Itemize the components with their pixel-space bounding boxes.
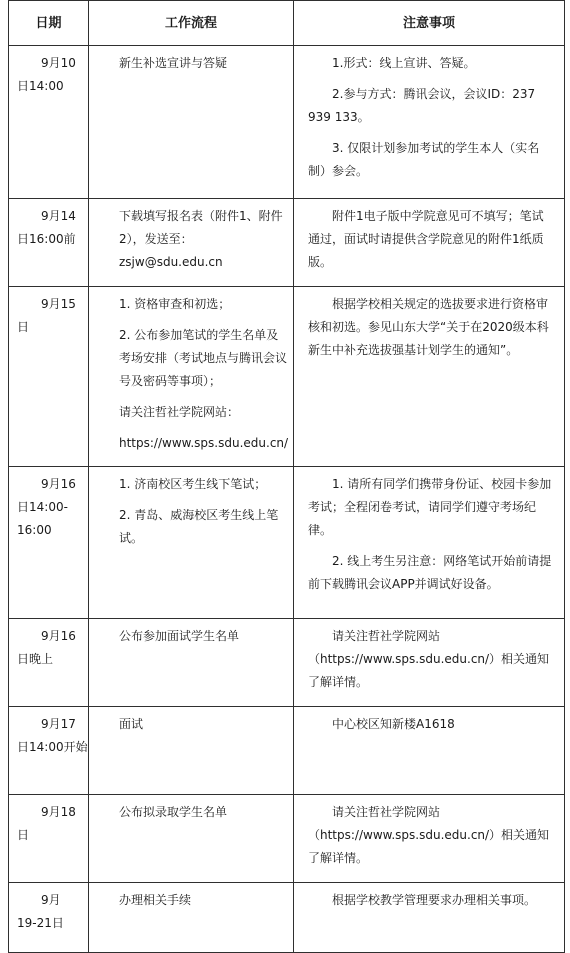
notes-text: 3. 仅限计划参加考试的学生本人（实名制）参会。 xyxy=(308,141,540,178)
flow-cell xyxy=(89,619,294,707)
date-cell xyxy=(9,46,89,199)
flow-text: 公布参加面试学生名单 xyxy=(119,629,240,643)
header-notes: 注意事项 xyxy=(294,1,565,46)
date-text: 19-21日 xyxy=(17,916,64,930)
date-text: 9月 xyxy=(41,893,61,907)
date-cell xyxy=(9,883,89,953)
flow-cell xyxy=(89,46,294,199)
notes-text: 1. 请所有同学们携带身份证、校园卡参加考试；全程闭卷考试，请同学们遵守考场纪律。 xyxy=(308,477,552,537)
date-cell xyxy=(9,795,89,883)
table-row xyxy=(9,287,565,467)
date-text: 9月10 xyxy=(41,56,76,70)
table-row xyxy=(9,619,565,707)
flow-text: 公布拟录取学生名单 xyxy=(119,805,228,819)
flow-text: 2. 青岛、威海校区考生线上笔试。 xyxy=(119,508,279,545)
flow-cell xyxy=(89,883,294,953)
date-cell xyxy=(9,707,89,795)
flow-text: 办理相关手续 xyxy=(119,893,192,907)
flow-text: 下载填写报名表（附件1、附件2），发送至：zsjw@sdu.edu.cn xyxy=(119,209,283,269)
notes-cell xyxy=(294,287,565,467)
header-date: 日期 xyxy=(9,1,89,46)
notes-text: 1.形式：线上宣讲、答疑。 xyxy=(332,56,476,70)
notes-text: 根据学校相关规定的选拔要求进行资格审核和初选。参见山东大学“关于在2020级本科新生中补充选拔强基计划学生的通知”。 xyxy=(308,297,549,357)
date-text: 日14:00 xyxy=(17,79,64,93)
notes-text: 2.参与方式：腾讯会议，会议ID：237 939 133。 xyxy=(308,87,536,124)
header-row xyxy=(9,1,565,46)
flow-text: 面试 xyxy=(119,717,144,731)
header-flow: 工作流程 xyxy=(89,1,294,46)
date-text: 日 xyxy=(17,828,30,842)
date-text: 9月15 xyxy=(41,297,76,311)
flow-text: 2. 公布参加笔试的学生名单及考场安排（考试地点与腾讯会议号及密码等事项）； xyxy=(119,328,288,388)
table-row xyxy=(9,707,565,795)
notes-text: 请关注哲社学院网站（https://www.sps.sdu.edu.cn/）相关通知了解详情。 xyxy=(308,805,550,865)
flow-cell xyxy=(89,199,294,287)
date-text: 9月16 xyxy=(41,477,76,491)
notes-text: 根据学校教学管理要求办理相关事项。 xyxy=(332,893,537,907)
notes-text: 附件1电子版中学院意见可不填写；笔试通过，面试时请提供含学院意见的附件1纸质版。 xyxy=(308,209,544,269)
table-row xyxy=(9,199,565,287)
flow-text: https://www.sps.sdu.edu.cn/ xyxy=(119,436,289,450)
date-text: 日晚上 xyxy=(17,652,54,666)
table-row xyxy=(9,467,565,619)
date-text: 日16:00前 xyxy=(17,232,76,246)
date-cell xyxy=(9,199,89,287)
notes-cell xyxy=(294,199,565,287)
date-text: 日14:00开始 xyxy=(17,740,88,754)
date-text: 日 xyxy=(17,320,30,334)
notes-text: 请关注哲社学院网站（https://www.sps.sdu.edu.cn/）相关通知了解详情。 xyxy=(308,629,550,689)
flow-cell xyxy=(89,795,294,883)
schedule-table xyxy=(8,0,565,953)
notes-text: 中心校区知新楼A1618 xyxy=(332,717,455,731)
notes-cell xyxy=(294,619,565,707)
table-row xyxy=(9,795,565,883)
date-text: 9月14 xyxy=(41,209,76,223)
table-row xyxy=(9,46,565,199)
date-cell xyxy=(9,467,89,619)
flow-cell xyxy=(89,707,294,795)
flow-text: 新生补选宣讲与答疑 xyxy=(119,56,228,70)
date-cell xyxy=(9,287,89,467)
date-text: 9月16 xyxy=(41,629,76,643)
date-text: 9月18 xyxy=(41,805,76,819)
flow-cell xyxy=(89,287,294,467)
notes-cell xyxy=(294,467,565,619)
flow-text: 1. 济南校区考生线下笔试； xyxy=(119,477,267,491)
notes-cell xyxy=(294,46,565,199)
date-text: 9月17 xyxy=(41,717,76,731)
table-row xyxy=(9,883,565,953)
date-text: 日14:00-16:00 xyxy=(17,500,68,537)
flow-text: 1. 资格审查和初选； xyxy=(119,297,231,311)
flow-cell xyxy=(89,467,294,619)
date-cell xyxy=(9,619,89,707)
flow-text: 请关注哲社学院网站： xyxy=(119,405,240,419)
notes-cell xyxy=(294,795,565,883)
notes-cell xyxy=(294,883,565,953)
notes-text: 2. 线上考生另注意：网络笔试开始前请提前下载腾讯会议APP并调试好设备。 xyxy=(308,554,552,591)
notes-cell xyxy=(294,707,565,795)
